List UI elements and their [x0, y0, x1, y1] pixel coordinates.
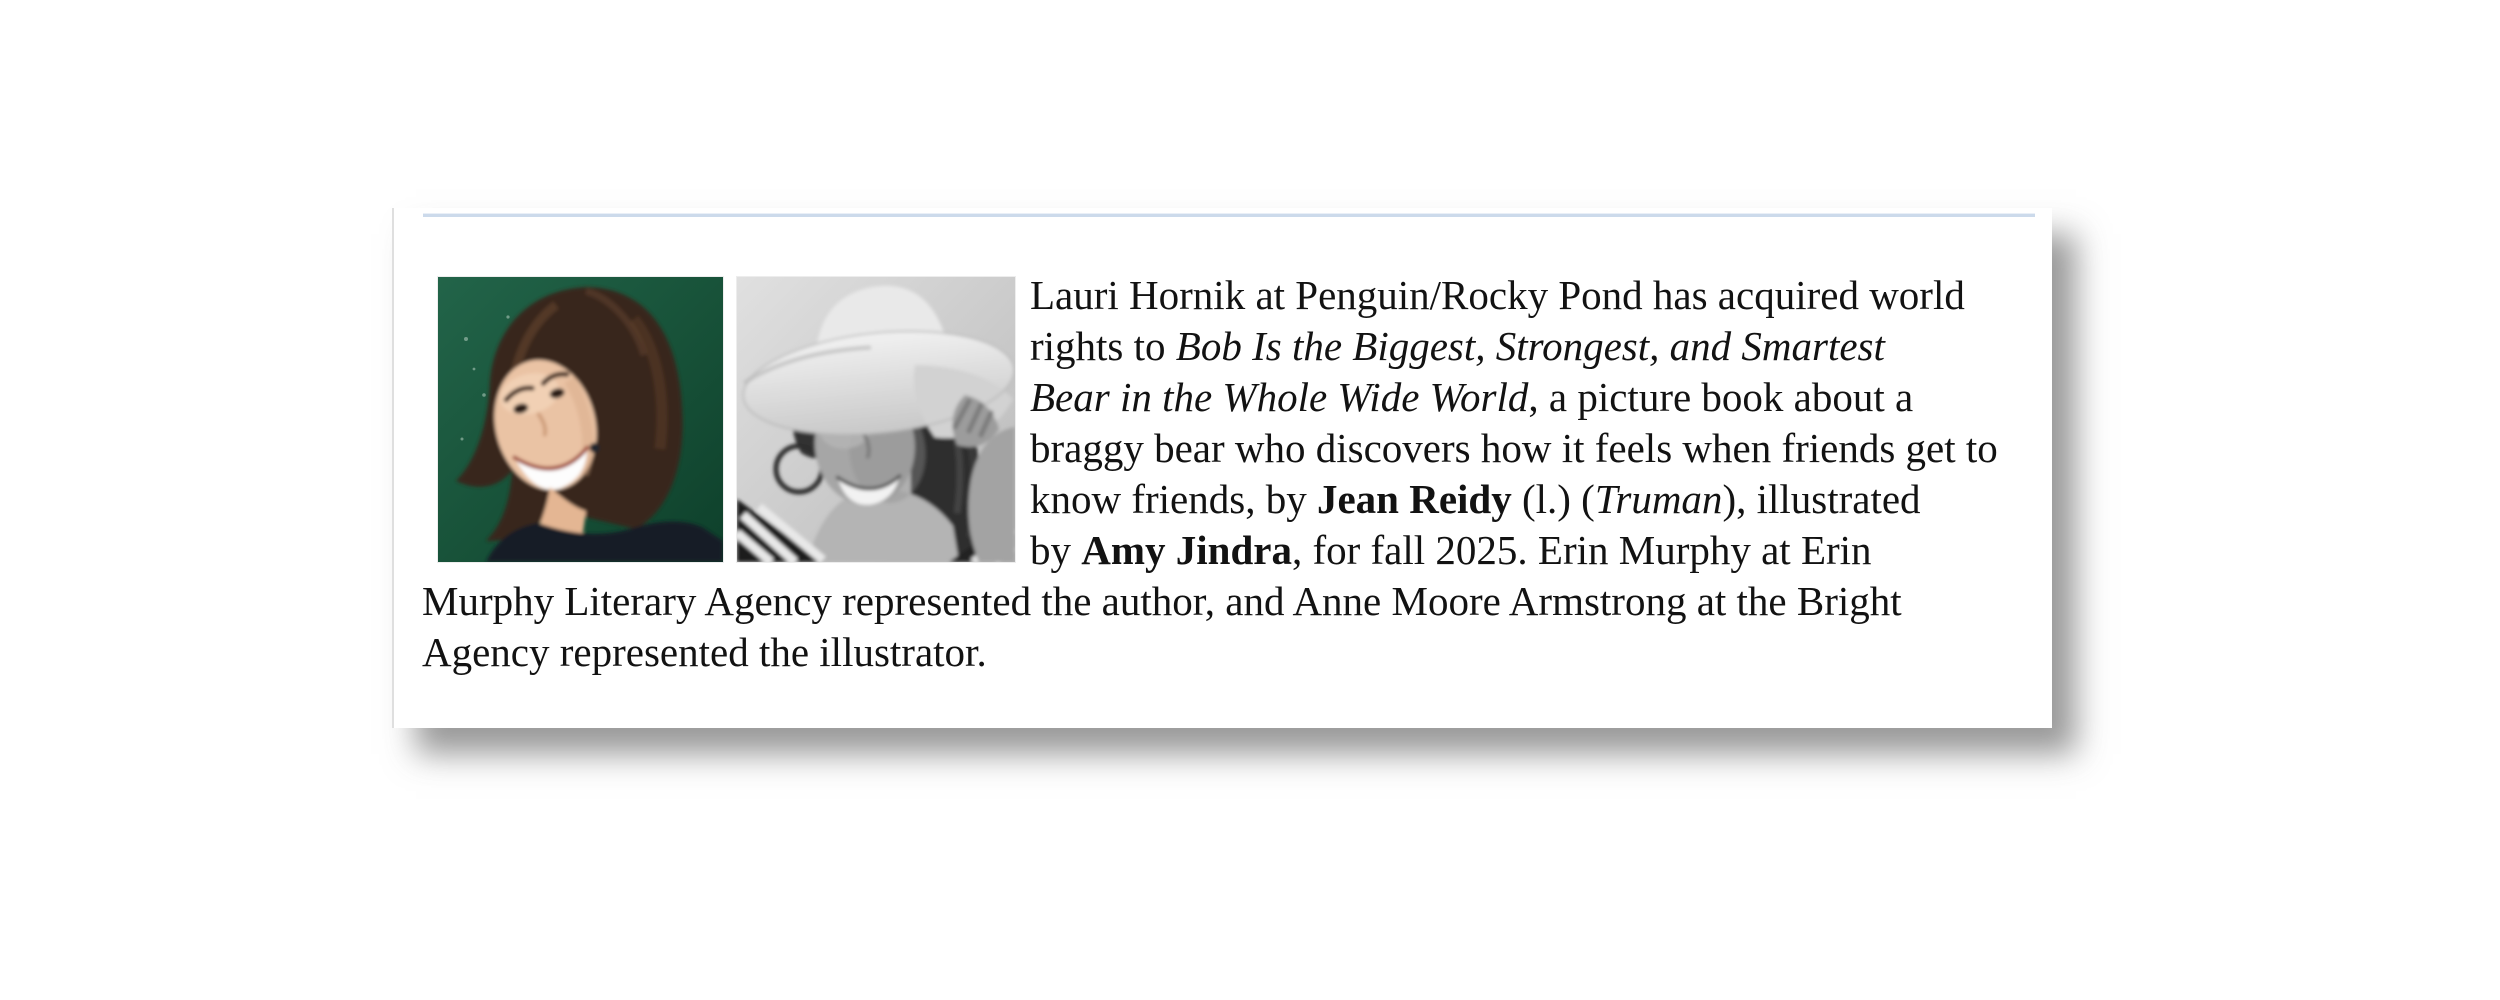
text-line [422, 627, 2040, 678]
text-line [1030, 321, 2050, 372]
top-divider-rule [423, 213, 2035, 217]
text-line [1030, 474, 2050, 525]
text-line [422, 576, 2040, 627]
article-card [392, 208, 2052, 728]
author-name: Jean Reidy [1316, 476, 1512, 522]
text-segment: , a picture book about a [1528, 374, 1914, 420]
text-segment: Lauri Hornik at Penguin/Rocky Pond has acquired world [1030, 272, 1965, 318]
text-line [1030, 372, 2050, 423]
text-segment: Murphy Literary Agency represented the author, and Anne Moore Armstrong at the Bright [422, 578, 1902, 624]
text-segment: braggy bear who discovers how it feels when friends get to [1030, 425, 1998, 471]
text-line [1030, 525, 2050, 576]
article-text-fullwidth [422, 576, 2040, 678]
article-text-wrapped [1030, 270, 2050, 576]
text-segment: know friends, by [1030, 476, 1317, 522]
text-segment: by [1030, 527, 1082, 573]
text-segment: , for fall 2025. Erin Murphy at Erin [1291, 527, 1872, 573]
illustrator-photo [737, 277, 1015, 562]
text-line [1030, 423, 2050, 474]
book-title-segment: Bob Is the Biggest, Strongest, and Smartest [1175, 323, 1885, 369]
book-title-segment: Truman [1594, 476, 1723, 522]
text-line [1030, 270, 2050, 321]
text-segment: Agency represented the illustrator. [422, 629, 987, 675]
text-segment: rights to [1030, 323, 1176, 369]
author-photo [438, 277, 723, 562]
illustrator-name: Amy Jindra [1081, 527, 1292, 573]
book-title-segment: Bear in the Whole Wide World [1030, 374, 1529, 420]
text-segment: (l.) ( [1511, 476, 1595, 522]
photo-block [438, 277, 1015, 562]
text-segment: ), illustrated [1722, 476, 1921, 522]
